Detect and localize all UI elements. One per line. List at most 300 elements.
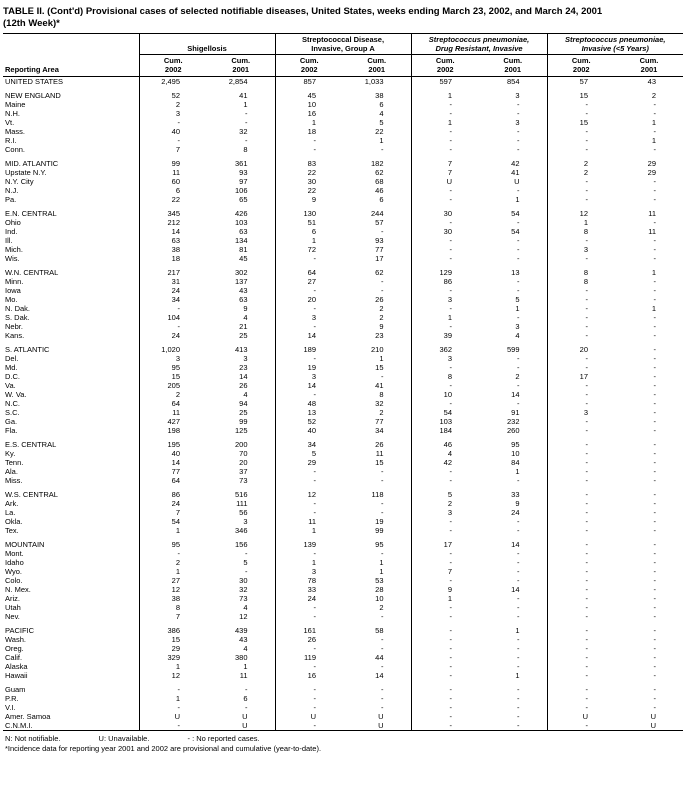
value-cell: 43 — [239, 286, 248, 295]
reporting-area-cell: Ill. — [5, 236, 13, 245]
value-cell: 12 — [239, 612, 248, 621]
table-row — [3, 721, 683, 731]
value-cell: - — [653, 612, 656, 621]
value-cell: - — [411, 694, 479, 703]
value-cell: - — [547, 694, 615, 703]
reporting-area-cell: Md. — [5, 363, 18, 372]
value-cell: 1 — [411, 594, 479, 603]
value-cell: 30 — [411, 209, 479, 218]
value-cell: - — [653, 653, 656, 662]
value-cell: - — [517, 218, 520, 227]
value-cell: - — [653, 508, 656, 517]
value-cell: 60 — [139, 177, 207, 186]
value-cell: 2 — [515, 372, 520, 381]
value-cell: - — [653, 603, 656, 612]
reporting-area-cell: Utah — [5, 603, 21, 612]
reporting-area-cell: Pa. — [5, 195, 17, 204]
value-cell: - — [653, 363, 656, 372]
table-row — [3, 703, 683, 712]
value-cell: - — [517, 145, 520, 154]
value-cell: 16 — [275, 671, 343, 680]
table-title-line2: (12th Week)* — [3, 17, 60, 29]
value-cell: 103 — [234, 218, 248, 227]
value-cell: U — [378, 712, 384, 721]
value-cell: - — [411, 549, 479, 558]
value-cell: 14 — [511, 585, 520, 594]
value-cell: 1 — [243, 100, 248, 109]
value-cell: 346 — [234, 526, 248, 535]
value-cell: 40 — [139, 127, 207, 136]
reporting-area-cell: Mass. — [5, 127, 26, 136]
table-row — [3, 467, 683, 476]
value-cell: 1 — [651, 136, 656, 145]
value-cell: 2 — [139, 390, 207, 399]
value-cell: - — [275, 476, 343, 485]
value-cell: 26 — [239, 381, 248, 390]
value-cell: 2 — [139, 558, 207, 567]
value-cell: - — [653, 594, 656, 603]
value-cell: - — [517, 558, 520, 567]
table-row — [3, 159, 683, 168]
value-cell: 6 — [139, 186, 207, 195]
value-cell: - — [653, 585, 656, 594]
column-group-header: Streptococcus pneumoniae, Drug Resistant, Invasive — [411, 34, 547, 55]
value-cell: 38 — [139, 594, 207, 603]
value-cell: 2 — [379, 408, 384, 417]
value-cell: - — [275, 136, 343, 145]
table-row — [3, 603, 683, 612]
value-cell: 3 — [275, 313, 343, 322]
value-cell: 7 — [411, 168, 479, 177]
value-cell: - — [275, 703, 343, 712]
value-cell: 15 — [375, 363, 384, 372]
value-cell: 439 — [234, 626, 248, 635]
table-head — [3, 34, 683, 77]
value-cell: 78 — [275, 576, 343, 585]
value-cell: - — [547, 540, 615, 549]
value-cell: - — [547, 109, 615, 118]
value-cell: - — [653, 322, 656, 331]
reporting-area-cell: Wis. — [5, 254, 20, 263]
reporting-area-cell: S.C. — [5, 408, 20, 417]
table-row — [3, 236, 683, 245]
value-cell: - — [275, 304, 343, 313]
value-cell: - — [411, 671, 479, 680]
value-cell: 137 — [234, 277, 248, 286]
value-cell: - — [275, 721, 343, 731]
value-cell: - — [653, 549, 656, 558]
reporting-area-cell: Ky. — [5, 449, 16, 458]
table-row — [3, 635, 683, 644]
value-cell: 3 — [515, 91, 520, 100]
value-cell: 8 — [547, 277, 615, 286]
column-header: Cum. 2001 — [479, 55, 547, 77]
value-cell: 77 — [375, 245, 384, 254]
table-row — [3, 426, 683, 435]
value-cell: 6 — [379, 195, 384, 204]
value-cell: 3 — [243, 517, 248, 526]
value-cell: - — [139, 136, 207, 145]
value-cell: 28 — [375, 585, 384, 594]
value-cell: 14 — [139, 227, 207, 236]
table-row — [3, 626, 683, 635]
reporting-area-cell: Wyo. — [5, 567, 23, 576]
value-cell: 2 — [139, 100, 207, 109]
reporting-area-cell: Ark. — [5, 499, 19, 508]
value-cell: - — [517, 635, 520, 644]
value-cell: 93 — [239, 168, 248, 177]
value-cell: 73 — [239, 594, 248, 603]
value-cell: - — [653, 540, 656, 549]
value-cell: 1 — [139, 567, 207, 576]
value-cell: - — [381, 703, 384, 712]
value-cell: - — [381, 635, 384, 644]
value-cell: - — [411, 476, 479, 485]
value-cell: - — [547, 236, 615, 245]
value-cell: - — [547, 476, 615, 485]
value-cell: - — [547, 322, 615, 331]
value-cell: - — [517, 476, 520, 485]
value-cell: 17 — [411, 540, 479, 549]
table-row — [3, 322, 683, 331]
value-cell: - — [517, 245, 520, 254]
reporting-area-cell: R.I. — [5, 136, 17, 145]
value-cell: 3 — [411, 354, 479, 363]
table-title — [3, 6, 683, 29]
value-cell: 1 — [651, 118, 656, 127]
value-cell: - — [139, 721, 207, 731]
value-cell: 86 — [411, 277, 479, 286]
value-cell: - — [517, 136, 520, 145]
value-cell: 1 — [275, 236, 343, 245]
value-cell: 1 — [275, 558, 343, 567]
value-cell: 4 — [243, 313, 248, 322]
value-cell: 41 — [239, 91, 248, 100]
value-cell: 12 — [139, 585, 207, 594]
value-cell: 857 — [275, 77, 343, 87]
reporting-area-cell: Tenn. — [5, 458, 24, 467]
value-cell: 8 — [547, 227, 615, 236]
value-cell: 2 — [547, 168, 615, 177]
value-cell: 19 — [275, 363, 343, 372]
value-cell: 2,495 — [139, 77, 207, 87]
value-cell: - — [381, 286, 384, 295]
value-cell: 5 — [515, 295, 520, 304]
value-cell: 15 — [139, 372, 207, 381]
value-cell: - — [653, 277, 656, 286]
value-cell: - — [653, 218, 656, 227]
value-cell: - — [547, 662, 615, 671]
value-cell: 25 — [239, 331, 248, 340]
value-cell: 1 — [379, 567, 384, 576]
table-row — [3, 304, 683, 313]
value-cell: - — [411, 109, 479, 118]
reporting-area-cell: Oreg. — [5, 644, 24, 653]
value-cell: 54 — [139, 517, 207, 526]
value-cell: 4 — [411, 449, 479, 458]
value-cell: - — [653, 313, 656, 322]
value-cell: - — [411, 558, 479, 567]
value-cell: 5 — [379, 118, 384, 127]
table-row — [3, 381, 683, 390]
value-cell: 361 — [234, 159, 248, 168]
value-cell: - — [411, 245, 479, 254]
value-cell: - — [517, 399, 520, 408]
value-cell: U — [139, 712, 207, 721]
value-cell: - — [411, 644, 479, 653]
value-cell: - — [275, 603, 343, 612]
value-cell: - — [381, 277, 384, 286]
value-cell: - — [547, 517, 615, 526]
value-cell: - — [547, 490, 615, 499]
table-row — [3, 576, 683, 585]
value-cell: 56 — [239, 508, 248, 517]
value-cell: 20 — [239, 458, 248, 467]
reporting-area-cell: Amer. Samoa — [5, 712, 51, 721]
value-cell: 41 — [511, 168, 520, 177]
value-cell: 32 — [239, 585, 248, 594]
value-cell: U — [242, 721, 248, 730]
value-cell: 10 — [375, 594, 384, 603]
value-cell: - — [653, 490, 656, 499]
value-cell: - — [517, 254, 520, 263]
value-cell: 1 — [139, 662, 207, 671]
table-row — [3, 77, 683, 87]
value-cell: - — [653, 345, 656, 354]
value-cell: - — [517, 100, 520, 109]
table-row — [3, 685, 683, 694]
value-cell: - — [517, 517, 520, 526]
value-cell: - — [547, 576, 615, 585]
value-cell: - — [653, 354, 656, 363]
value-cell: - — [245, 549, 248, 558]
reporting-area-cell: Idaho — [5, 558, 24, 567]
reporting-area-cell: Miss. — [5, 476, 23, 485]
value-cell: 6 — [379, 100, 384, 109]
value-cell: - — [411, 635, 479, 644]
value-cell: 1 — [139, 526, 207, 535]
value-cell: 597 — [411, 77, 479, 87]
value-cell: - — [411, 721, 479, 731]
table-row — [3, 313, 683, 322]
value-cell: - — [139, 304, 207, 313]
value-cell: - — [411, 100, 479, 109]
value-cell: 4 — [243, 390, 248, 399]
value-cell: - — [653, 476, 656, 485]
value-cell: 32 — [375, 399, 384, 408]
reporting-area-cell: Wash. — [5, 635, 26, 644]
table-row — [3, 585, 683, 594]
value-cell: - — [653, 694, 656, 703]
value-cell: - — [381, 662, 384, 671]
value-cell: - — [547, 458, 615, 467]
value-cell: 62 — [375, 268, 384, 277]
table-body — [3, 77, 683, 731]
table-row — [3, 594, 683, 603]
reporting-area-cell: N.H. — [5, 109, 20, 118]
value-cell: - — [139, 685, 207, 694]
value-cell: 1 — [651, 304, 656, 313]
value-cell: - — [411, 186, 479, 195]
value-cell: - — [381, 227, 384, 236]
value-cell: 1 — [547, 218, 615, 227]
table-row — [3, 218, 683, 227]
value-cell: U — [378, 721, 384, 730]
value-cell: 34 — [139, 295, 207, 304]
table-row — [3, 268, 683, 277]
value-cell: 182 — [370, 159, 384, 168]
value-cell: 77 — [375, 417, 384, 426]
value-cell: 26 — [275, 635, 343, 644]
table-row — [3, 254, 683, 263]
value-cell: 104 — [139, 313, 207, 322]
value-cell: - — [547, 417, 615, 426]
value-cell: - — [653, 372, 656, 381]
value-cell: 19 — [375, 517, 384, 526]
value-cell: 3 — [275, 372, 343, 381]
value-cell: 39 — [411, 331, 479, 340]
value-cell: 11 — [139, 408, 207, 417]
value-cell: 31 — [139, 277, 207, 286]
value-cell: 29 — [275, 458, 343, 467]
value-cell: - — [547, 304, 615, 313]
value-cell: - — [139, 322, 207, 331]
value-cell: - — [245, 567, 248, 576]
value-cell: 29 — [647, 159, 656, 168]
value-cell: - — [381, 694, 384, 703]
value-cell: 1 — [275, 118, 343, 127]
value-cell: - — [653, 245, 656, 254]
value-cell: - — [653, 195, 656, 204]
value-cell: 10 — [411, 390, 479, 399]
value-cell: - — [653, 703, 656, 712]
reporting-area-cell: NEW ENGLAND — [5, 91, 61, 100]
disease-table — [3, 33, 683, 731]
value-cell: 426 — [234, 209, 248, 218]
reporting-area-cell: Hawaii — [5, 671, 28, 680]
table-row — [3, 408, 683, 417]
value-cell: 1 — [411, 313, 479, 322]
column-header: Cum. 2002 — [139, 55, 207, 77]
value-cell: 30 — [411, 227, 479, 236]
value-cell: U — [242, 712, 248, 721]
value-cell: 81 — [239, 245, 248, 254]
value-cell: 2 — [379, 304, 384, 313]
value-cell: - — [411, 662, 479, 671]
value-cell: 1,020 — [139, 345, 207, 354]
column-header: Cum. 2002 — [547, 55, 615, 77]
value-cell: U — [547, 712, 615, 721]
value-cell: 3 — [515, 322, 520, 331]
value-cell: 86 — [139, 490, 207, 499]
value-cell: 1 — [243, 662, 248, 671]
value-cell: 1 — [379, 558, 384, 567]
value-cell: 2 — [547, 159, 615, 168]
value-cell: 8 — [379, 390, 384, 399]
value-cell: - — [517, 549, 520, 558]
value-cell: - — [517, 612, 520, 621]
value-cell: 37 — [239, 467, 248, 476]
value-cell: 68 — [375, 177, 384, 186]
table-row — [3, 277, 683, 286]
value-cell: 198 — [139, 426, 207, 435]
value-cell: - — [275, 549, 343, 558]
value-cell: 106 — [234, 186, 248, 195]
value-cell: 302 — [234, 268, 248, 277]
value-cell: 3 — [275, 567, 343, 576]
table-row — [3, 399, 683, 408]
reporting-area-cell: Alaska — [5, 662, 28, 671]
value-cell: 94 — [239, 399, 248, 408]
reporting-area-cell: UNITED STATES — [5, 77, 64, 86]
value-cell: 84 — [511, 458, 520, 467]
value-cell: - — [653, 331, 656, 340]
footnotes — [3, 734, 683, 753]
value-cell: 14 — [239, 372, 248, 381]
value-cell: - — [275, 662, 343, 671]
column-header: Cum. 2001 — [615, 55, 683, 77]
value-cell: - — [547, 585, 615, 594]
value-cell: - — [411, 626, 479, 635]
value-cell: 70 — [239, 449, 248, 458]
value-cell: - — [381, 644, 384, 653]
reporting-area-cell: C.N.M.I. — [5, 721, 33, 730]
table-row — [3, 490, 683, 499]
value-cell: 38 — [139, 245, 207, 254]
value-cell: - — [517, 109, 520, 118]
reporting-area-cell: E.S. CENTRAL — [5, 440, 57, 449]
value-cell: 23 — [375, 331, 384, 340]
value-cell: 14 — [375, 671, 384, 680]
value-cell: - — [653, 626, 656, 635]
value-cell: 1,033 — [364, 77, 384, 86]
value-cell: 4 — [243, 644, 248, 653]
table-row — [3, 295, 683, 304]
value-cell: 99 — [375, 526, 384, 535]
value-cell: 7 — [139, 145, 207, 154]
table-row — [3, 227, 683, 236]
value-cell: 52 — [275, 417, 343, 426]
value-cell: 65 — [239, 195, 248, 204]
value-cell: 2 — [411, 499, 479, 508]
value-cell: 53 — [375, 576, 384, 585]
reporting-area-cell: Ariz. — [5, 594, 20, 603]
value-cell: 20 — [547, 345, 615, 354]
value-cell: 34 — [275, 440, 343, 449]
value-cell: 73 — [239, 476, 248, 485]
value-cell: 62 — [375, 168, 384, 177]
value-cell: - — [275, 322, 343, 331]
value-cell: - — [547, 390, 615, 399]
value-cell: 2 — [651, 91, 656, 100]
value-cell: - — [517, 381, 520, 390]
table-row — [3, 417, 683, 426]
value-cell: - — [411, 236, 479, 245]
reporting-area-cell: N. Dak. — [5, 304, 31, 313]
value-cell: 22 — [139, 195, 207, 204]
value-cell: - — [411, 127, 479, 136]
value-cell: - — [653, 381, 656, 390]
value-cell: 33 — [511, 490, 520, 499]
value-cell: 99 — [239, 417, 248, 426]
value-cell: - — [547, 195, 615, 204]
table-row — [3, 540, 683, 549]
value-cell: - — [547, 644, 615, 653]
value-cell: - — [275, 467, 343, 476]
value-cell: - — [653, 145, 656, 154]
table-row — [3, 549, 683, 558]
value-cell: 161 — [275, 626, 343, 635]
